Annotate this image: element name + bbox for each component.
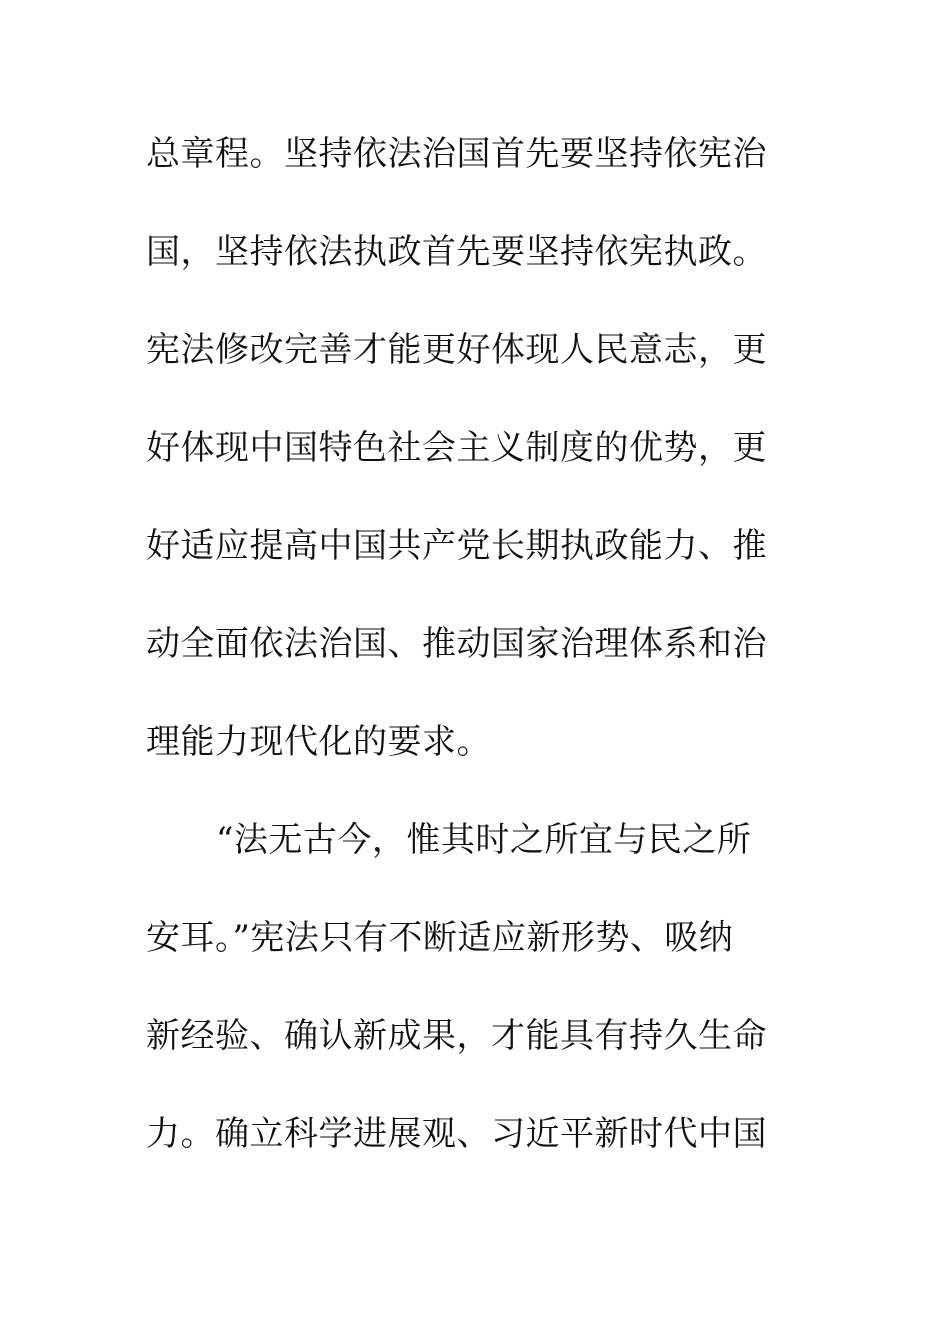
text-line: 安耳。”宪法只有不断适应新形势、吸纳 bbox=[146, 918, 734, 958]
text-line: 宪法修改完善才能更好体现人民意志，更 bbox=[146, 330, 767, 370]
text-line: 力。确立科学进展观、习近平新时代中国 bbox=[146, 1114, 767, 1154]
paragraph-start-line: “法无古今，惟其时之所宜与民之所 bbox=[216, 820, 752, 860]
text-line: 动全面依法治国、推动国家治理体系和治 bbox=[146, 624, 767, 664]
text-line: 理能力现代化的要求。 bbox=[146, 722, 491, 762]
text-line: 新经验、确认新成果，才能具有持久生命 bbox=[146, 1016, 767, 1056]
text-line: 好体现中国特色社会主义制度的优势，更 bbox=[146, 428, 767, 468]
text-line: 好适应提高中国共产党长期执政能力、推 bbox=[146, 526, 767, 566]
body-text bbox=[146, 126, 786, 1204]
text-line: 总章程。坚持依法治国首先要坚持依宪治 bbox=[146, 134, 767, 174]
text-line: 国，坚持依法执政首先要坚持依宪执政。 bbox=[146, 232, 767, 272]
